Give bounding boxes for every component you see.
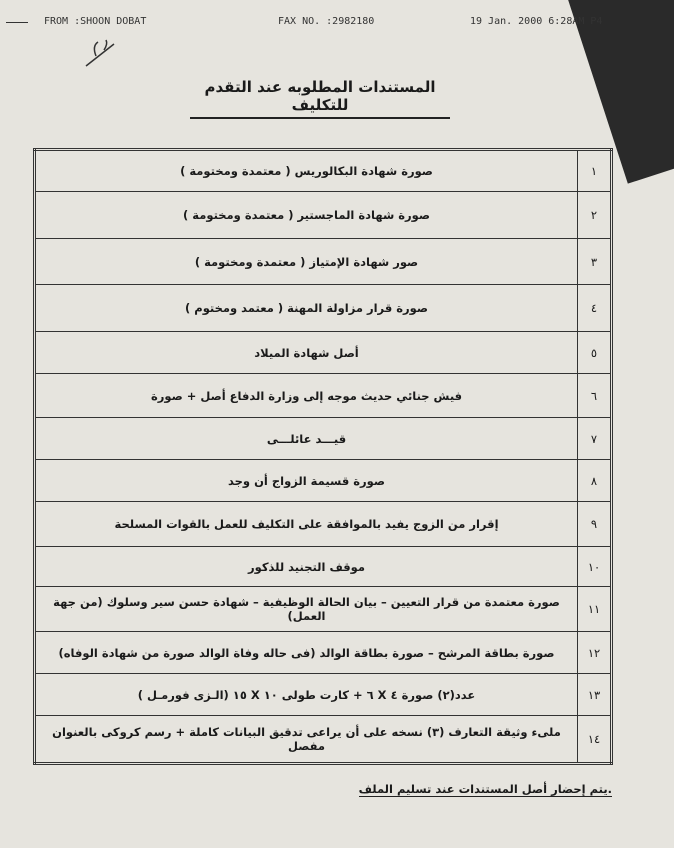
table-row bbox=[35, 547, 612, 587]
row-text: صورة شهادة البكالوريس ( معتمدة ومختومة ) bbox=[35, 150, 578, 192]
fax-from: FROM :SHOON DOBAT bbox=[44, 16, 147, 27]
row-number: ٩ bbox=[578, 502, 612, 547]
table-row bbox=[35, 374, 612, 418]
row-text: عدد(٢) صورة ٤ X ٦ + كارت طولى ١٠ X ١٥ (الـزى فورمـل ) bbox=[35, 674, 578, 716]
table-row bbox=[35, 418, 612, 460]
table-row bbox=[35, 192, 612, 239]
row-number: ٤ bbox=[578, 285, 612, 332]
row-number: ١٠ bbox=[578, 547, 612, 587]
footer-note: .يتم إحضار أصل المستندات عند تسليم الملف bbox=[358, 782, 612, 796]
table-row bbox=[35, 716, 612, 764]
row-number: ١٣ bbox=[578, 674, 612, 716]
row-number: ١ bbox=[578, 150, 612, 192]
table-row bbox=[35, 150, 612, 192]
row-number: ٣ bbox=[578, 239, 612, 285]
fax-mark bbox=[6, 22, 28, 23]
document-title: المستندات المطلوبه عند التقدم للتكليف bbox=[190, 78, 450, 119]
row-number: ٥ bbox=[578, 332, 612, 374]
row-text: صورة قرار مزاولة المهنة ( معتمد ومختوم ) bbox=[35, 285, 578, 332]
row-text: صورة شهادة الماجستير ( معتمدة ومختومة ) bbox=[35, 192, 578, 239]
table-row bbox=[35, 587, 612, 632]
table-row bbox=[35, 332, 612, 374]
row-text: ملىء وثيقة التعارف (٣) نسخه على أن يراعى تدقيق البيانات كاملة + رسم كروكى بالعنوان مفصل bbox=[35, 716, 578, 764]
row-text: إقرار من الزوج يفيد بالموافقة على التكليف للعمل بالقوات المسلحة bbox=[35, 502, 578, 547]
row-number: ٢ bbox=[578, 192, 612, 239]
row-number: ١٢ bbox=[578, 632, 612, 674]
table-row bbox=[35, 460, 612, 502]
row-text: صور شهادة الإمتياز ( معتمدة ومختومة ) bbox=[35, 239, 578, 285]
row-text: فيش جنائي حديث موجه إلى وزارة الدفاع أصل + صورة bbox=[35, 374, 578, 418]
fax-datetime: 19 Jan. 2000 6:28AM P4 bbox=[470, 16, 603, 27]
row-number: ٨ bbox=[578, 460, 612, 502]
row-text: قيـــد عائلـــى bbox=[35, 418, 578, 460]
row-text: موقف التجنيد للذكور bbox=[35, 547, 578, 587]
table-row bbox=[35, 285, 612, 332]
row-text: أصل شهادة الميلاد bbox=[35, 332, 578, 374]
table-row bbox=[35, 239, 612, 285]
documents-table bbox=[33, 148, 613, 765]
row-number: ١٤ bbox=[578, 716, 612, 764]
row-number: ١١ bbox=[578, 587, 612, 632]
row-number: ٦ bbox=[578, 374, 612, 418]
row-text: صورة بطاقة المرشح – صورة بطاقة الوالد (فى حاله وفاة الوالد صورة من شهادة الوفاه) bbox=[35, 632, 578, 674]
table-row bbox=[35, 674, 612, 716]
row-text: صورة قسيمة الزواج أن وجد bbox=[35, 460, 578, 502]
row-number: ٧ bbox=[578, 418, 612, 460]
table-row bbox=[35, 502, 612, 547]
fax-number: FAX NO. :2982180 bbox=[278, 16, 375, 27]
handwritten-mark bbox=[84, 38, 124, 68]
table-row bbox=[35, 632, 612, 674]
row-text: صورة معتمدة من قرار التعيين – بيان الحالة الوظيفية – شهادة حسن سير وسلوك (من جهة العمل) bbox=[35, 587, 578, 632]
